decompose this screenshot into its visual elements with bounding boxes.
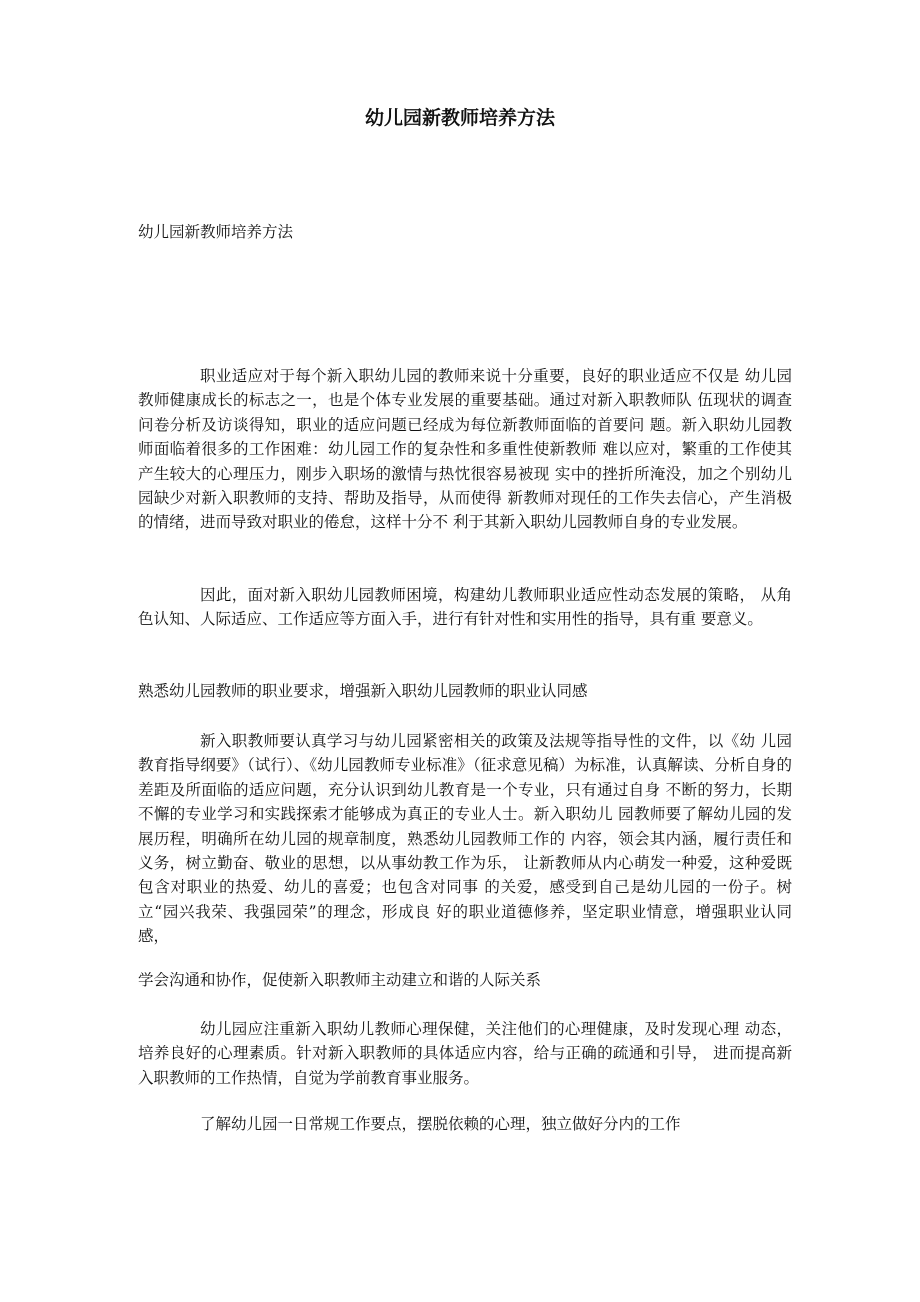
section-heading-2: 学会沟通和协作，促使新入职教师主动建立和谐的人际关系 bbox=[138, 971, 542, 989]
document-subtitle: 幼儿园新教师培养方法 bbox=[138, 223, 294, 241]
document-title: 幼儿园新教师培养方法 bbox=[364, 107, 555, 129]
section-heading-1: 熟悉幼儿园教师的职业要求，增强新入职幼儿园教师的职业认同感 bbox=[138, 682, 588, 700]
paragraph-4: 幼儿园应注重新入职幼儿教师心理保健，关注他们的心理健康，及时发现心理 动态，培养良好的心理素质。针对新入职教师的具体适应内容，给与正确的疏通和引导， 进而提高新入职教师的工作热情，自觉为学前教育事业服务。 bbox=[138, 1020, 792, 1087]
section-heading-3: 了解幼儿园一日常规工作要点，摆脱依赖的心理，独立做好分内的工作 bbox=[200, 1115, 681, 1133]
paragraph-2: 因此，面对新入职幼儿园教师困境，构建幼儿教师职业适应性动态发展的策略， 从角色认知、人际适应、工作适应等方面入手，进行有针对性和实用性的指导，具有重 要意义。 bbox=[138, 586, 792, 629]
paragraph-3: 新入职教师要认真学习与幼儿园紧密相关的政策及法规等指导性的文件，以《幼 儿园教育指导纲要》（试行）、《幼儿园教师专业标准》（征求意见稿）为标准，认真解读、分析自身的差距及所面临的适应问题，充分认识到幼儿教育是一个专业，只有通过自身 不断的努力，长期不懈的专业学习和实践探索才能够成为真正的专业人士。新入职幼儿 园教师要了解幼儿园的发展历程，明确所在幼儿园的规章制度，熟悉幼儿园教师工作的 内容，领会其内涵，履行责任和义务，树立勤奋、敬业的思想，以从事幼教工作为乐， 让新教师从内心萌发一种爱，这种爱既包含对职业的热爱、幼儿的喜爱；也包含对同事 的关爱，感受到自己是幼儿园的一份子。树立“园兴我荣、我强园荣”的理念，形成良 好的职业道德修养，坚定职业情意，增强职业认同感， bbox=[138, 732, 792, 946]
paragraph-1: 职业适应对于每个新入职幼儿园的教师来说十分重要，良好的职业适应不仅是 幼儿园教师健康成长的标志之一，也是个体专业发展的重要基础。通过对新入职教师队 伍现状的调查问卷分析及访谈得知，职业的适应问题已经成为每位新教师面临的首要问 题。新入职幼儿园教师面临着很多的工作困难：幼儿园工作的复杂性和多重性使新教师 难以应对，繁重的工作使其产生较大的心理压力，刚步入职场的激情与热忱很容易被现 实中的挫折所淹没，加之个别幼儿园缺少对新入职教师的支持、帮助及指导，从而使得 新教师对现任的工作失去信心，产生消极的情绪，进而导致对职业的倦怠，这样十分不 利于其新入职幼儿园教师自身的专业发展。 bbox=[138, 367, 792, 532]
